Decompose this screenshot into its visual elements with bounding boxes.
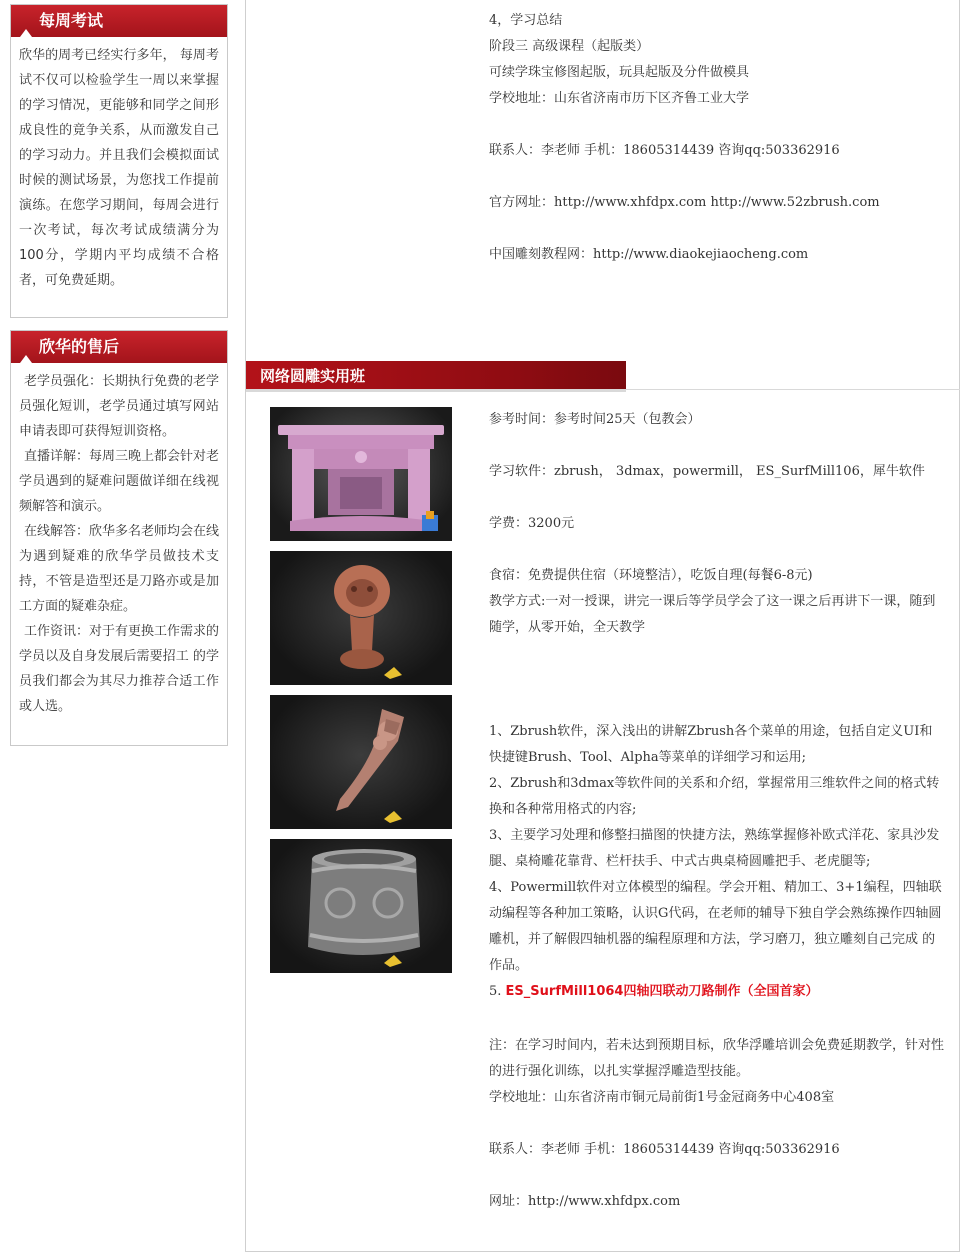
course-website: 网址：http://www.xhfdpx.com [489, 1194, 681, 1209]
course-software: 学习软件：zbrush， 3dmax，powermill， ES_SurfMill106，犀牛软件 [489, 464, 925, 479]
fireplace-render-icon [270, 407, 452, 541]
course-time: 参考时间：参考时间25天（包教会） [489, 412, 701, 427]
weekly-exam-body [11, 37, 227, 299]
section-divider [626, 389, 960, 390]
carved-drum-render-image [270, 839, 452, 973]
section-header [246, 361, 626, 392]
stage-three-line: 阶段三 高级课程（起版类） [489, 39, 650, 54]
carved-leg-render-icon [270, 695, 452, 829]
weekly-exam-text: 欣华的周考已经实行多年， 每周考试不仅可以检验学生一周以来掌握的学习情况，更能够和同学之间形成良性的竟争关系，从而激发自己的学习动力。并且我们会模拟面试时候的测试场景，为您找工作提前演练。在您学习期间，每周会进行一次考试，每次考试成绩满分为100分，学期内平均成绩不合格者，可免费延期。 [19, 48, 219, 288]
tutorial-website: 中国雕刻教程网：http://www.diaokejiaocheng.com [489, 247, 809, 262]
course-contact: 联系人：李老师 手机：18605314439 咨询qq:503362916 [489, 1142, 840, 1157]
weekly-exam-header [11, 5, 227, 37]
course-item-1: 1、Zbrush软件，深入浅出的讲解Zbrush各个菜单的用途，包括自定义UI和快捷键Brush、Tool、Alpha等菜单的详细学习和运用; [489, 724, 933, 765]
official-website: 官方网址：http://www.xhfdpx.com http://www.52zbrush.com [489, 195, 880, 210]
header-notch-icon [20, 29, 32, 37]
after-sales-body [11, 363, 227, 725]
after-sales-item: 工作资讯：对于有更换工作需求的学员以及自身发展后需要招工 的学员我们都会为其尽力推荐合适工作或人选。 [19, 624, 220, 714]
fireplace-render-image [270, 407, 452, 541]
weekly-exam-title: 每周考试 [39, 11, 104, 30]
course-item-5-prefix: 5. [489, 984, 506, 999]
after-sales-title: 欣华的售后 [39, 337, 120, 356]
summary-line: 4，学习总结 [489, 13, 563, 28]
after-sales-item: 在线解答：欣华多名老师均会在线为遇到疑难的欣华学员做技术支持，不管是造型还是刀路亦或是加工方面的疑难杂症。 [19, 524, 220, 614]
course-teaching-method: 教学方式:一对一授课，讲完一课后等学员学会了这一课之后再讲下一课，随到随学，从零开始，全天教学 [489, 594, 936, 635]
section-title: 网络圆雕实用班 [260, 367, 366, 385]
course-note: 注：在学习时间内，若未达到预期目标，欣华浮雕培训会免费延期教学，针对性的进行强化训练，以扎实掌握浮雕造型技能。 [489, 1038, 945, 1079]
course-fee: 学费：3200元 [489, 516, 575, 531]
header-notch-icon [20, 355, 32, 363]
lion-leg-render-image [270, 551, 452, 685]
course-address: 学校地址：山东省济南市铜元局前街1号金冠商务中心408室 [489, 1090, 835, 1105]
after-sales-item: 老学员强化：长期执行免费的老学员强化短训，老学员通过填写网站申请表即可获得短训资格。 [19, 374, 220, 439]
contact-info: 联系人：李老师 手机：18605314439 咨询qq:503362916 [489, 143, 840, 158]
school-address: 学校地址：山东省济南市历下区齐鲁工业大学 [489, 91, 750, 106]
after-sales-panel [10, 330, 228, 746]
stage-three-desc: 可续学珠宝修图起版，玩具起版及分件做模具 [489, 65, 750, 80]
course-item-3: 3、主要学习处理和修整扫描图的快捷方法，熟练掌握修补欧式洋花、家具沙发腿、桌椅雕花靠背、栏杆扶手、中式古典桌椅圆雕把手、老虎腿等; [489, 828, 940, 869]
course-item-5 [489, 979, 818, 1005]
course-item-2: 2、Zbrush和3dmax等软件间的关系和介绍，掌握常用三维软件之间的格式转换和各种常用格式的内容; [489, 776, 940, 817]
after-sales-header [11, 331, 227, 363]
lion-leg-render-icon [270, 551, 452, 685]
carved-leg-render-image [270, 695, 452, 829]
after-sales-item: 直播详解：每周三晚上都会针对老学员遇到的疑难问题做详细在线视频解答和演示。 [19, 449, 220, 514]
weekly-exam-panel [10, 4, 228, 318]
course-item-4: 4、Powermill软件对立体模型的编程。学会开粗、精加工、3+1编程，四轴联动编程等各种加工策略，认识G代码，在老师的辅导下独自学会熟练操作四轴圆雕机，并了解假四轴机器的编程原理和方法，学习磨刀，独立雕刻自己完成 的作品。 [489, 880, 942, 973]
course-lodging: 食宿：免费提供住宿（环境整洁），吃饭自理(每餐6-8元) [489, 568, 813, 583]
carved-drum-render-icon [270, 839, 452, 973]
course-item-5-highlight: ES_SurfMill1064四轴四联动刀路制作（全国首家） [505, 984, 819, 999]
